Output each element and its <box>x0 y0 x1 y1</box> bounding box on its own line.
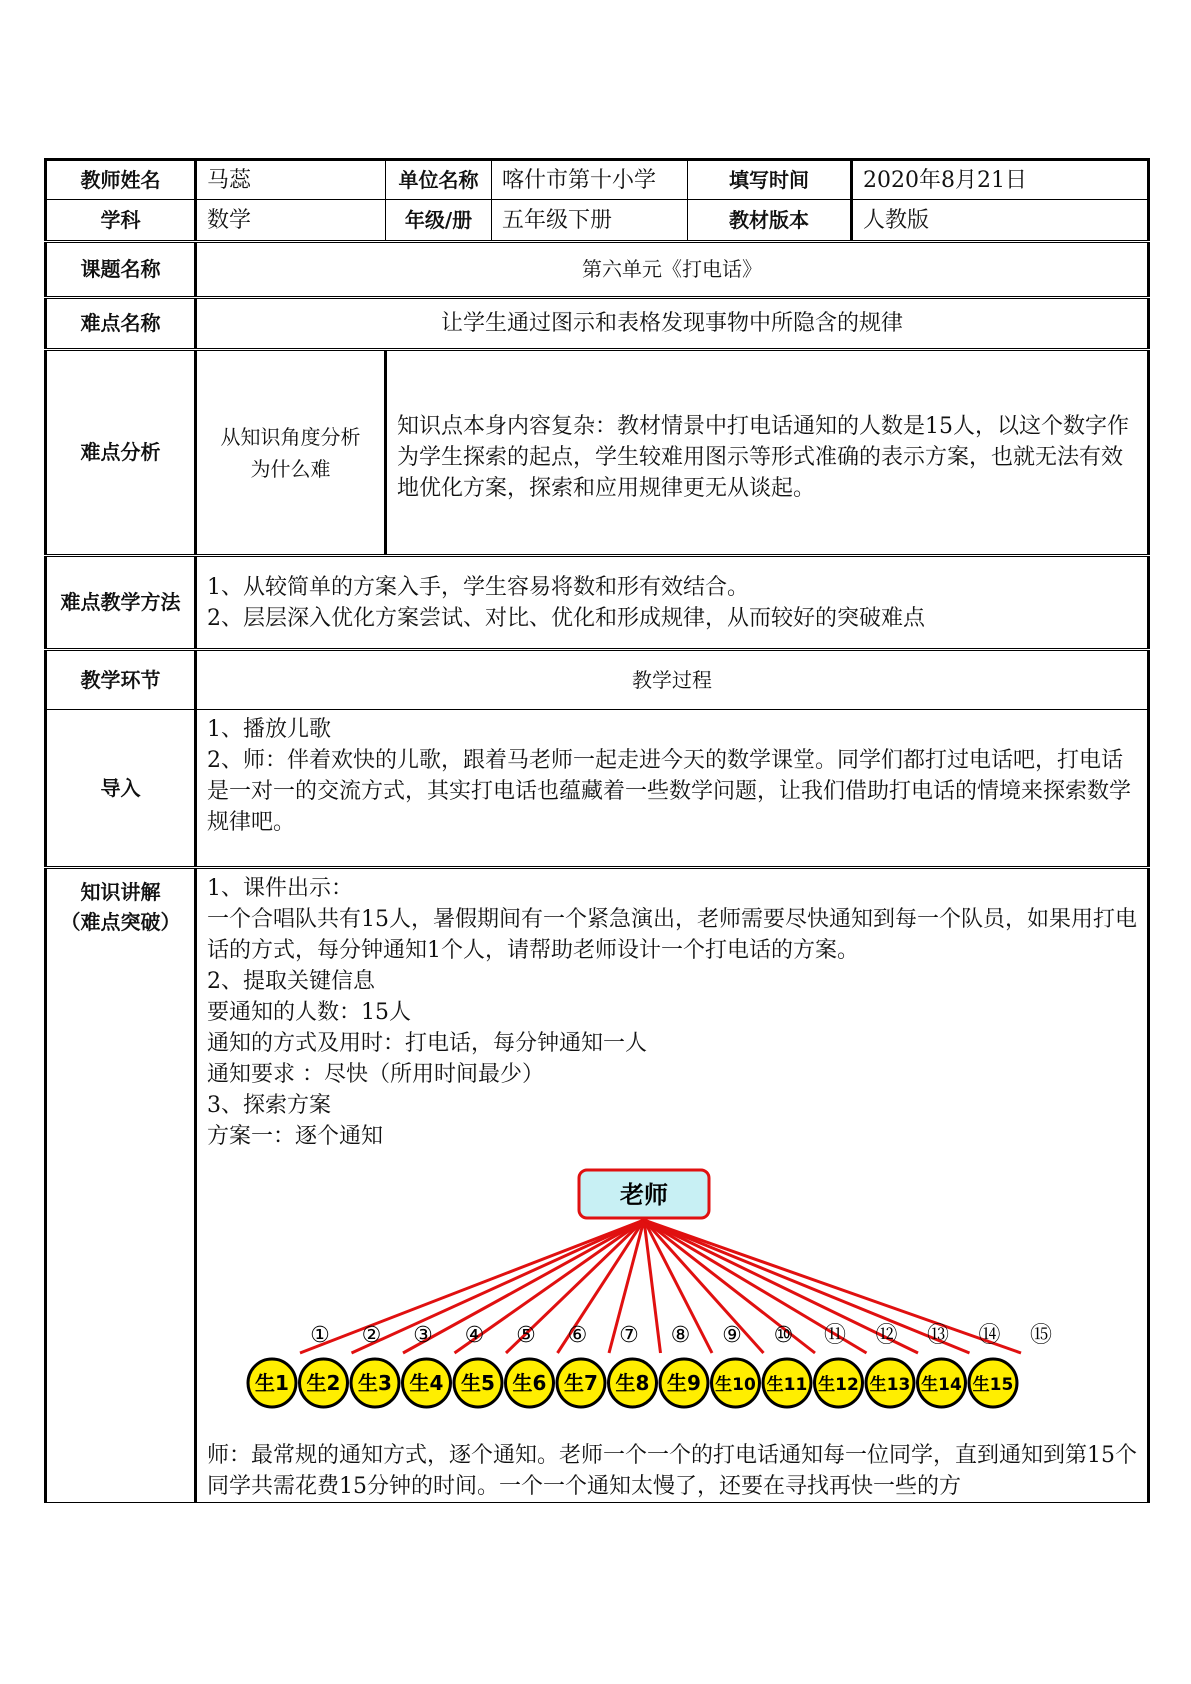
intro-label: 导入 <box>46 710 196 868</box>
order-number: ② <box>361 1323 382 1348</box>
student-node-label: 生13 <box>869 1375 911 1395</box>
knowledge-label-line-2: （难点突破） <box>60 910 181 934</box>
knowledge-line-7: 3、探索方案 <box>207 1093 331 1118</box>
grade-label: 年级/册 <box>386 200 492 242</box>
topic-value: 第六单元《打电话》 <box>196 242 1149 298</box>
order-number: ⑫ <box>875 1323 898 1348</box>
unit-value: 喀什市第十小学 <box>492 160 688 200</box>
scheme-one-diagram <box>227 1162 1053 1432</box>
difficulty-label: 难点名称 <box>46 298 196 350</box>
student-node-label: 生15 <box>972 1375 1014 1395</box>
topic-row <box>46 242 1149 298</box>
subject-label: 学科 <box>46 200 196 242</box>
order-number: ⑪ <box>823 1323 847 1348</box>
student-node-label: 生12 <box>818 1375 859 1395</box>
date-label: 填写时间 <box>688 160 852 200</box>
analysis-text: 知识点本身内容复杂：教材情景中打电话通知的人数是15人，以这个数字作为学生探索的起点，学生较难用图示等形式准确的表示方案，也就无法有效地优化方案，探索和应用规律更无从谈起。 <box>386 350 1149 556</box>
student-node-label: 生8 <box>615 1371 650 1395</box>
order-number: ⑭ <box>978 1323 1001 1348</box>
knowledge-label <box>46 868 196 1503</box>
process-header-row <box>46 650 1149 710</box>
intro-row <box>46 710 1149 868</box>
knowledge-label-line-1: 知识讲解 <box>80 880 161 904</box>
knowledge-row <box>46 868 1149 1503</box>
date-value: 2020年8月21日 <box>852 160 1149 200</box>
student-node-label: 生4 <box>409 1371 444 1395</box>
knowledge-line-1: 1、课件出示： <box>207 876 353 901</box>
teacher-label: 教师姓名 <box>46 160 196 200</box>
difficulty-value: 让学生通过图示和表格发现事物中所隐含的规律 <box>196 298 1149 350</box>
method-text <box>196 556 1149 650</box>
knowledge-line-5: 通知的方式及用时：打电话，每分钟通知一人 <box>207 1031 648 1056</box>
edition-label: 教材版本 <box>688 200 852 242</box>
analysis-row <box>46 350 1149 556</box>
order-number: ⑤ <box>516 1323 536 1348</box>
order-number: ⑥ <box>567 1323 588 1348</box>
analysis-label: 难点分析 <box>46 350 196 556</box>
teacher-value: 马蕊 <box>196 160 386 200</box>
unit-label: 单位名称 <box>386 160 492 200</box>
order-number: ④ <box>464 1323 485 1348</box>
header-row-1 <box>46 160 1149 200</box>
lesson-plan-table <box>44 158 1150 1503</box>
call-line <box>644 1220 661 1353</box>
order-number: ⑨ <box>722 1323 742 1348</box>
order-number: ⑦ <box>619 1323 639 1348</box>
call-lines <box>300 1220 1021 1353</box>
subject-value: 数学 <box>196 200 386 242</box>
intro-text <box>196 710 1149 868</box>
method-row <box>46 556 1149 650</box>
edition-value: 人教版 <box>852 200 1149 242</box>
order-number: ⑧ <box>670 1323 691 1348</box>
method-line-2: 2、层层深入优化方案尝试、对比、优化和形成规律，从而较好的突破难点 <box>207 605 925 631</box>
student-node-label: 生6 <box>512 1371 547 1395</box>
knowledge-after-line-1: 师：最常规的通知方式，逐个通知。老师一个一个的打电话通知每一位同学，直到通知到第15个同学共需花费15分钟的时间。一个一个通知太慢了，还要在寻找再快一些的方 <box>207 1443 1137 1499</box>
grade-value: 五年级下册 <box>492 200 688 242</box>
lesson-plan-sheet <box>44 158 1147 1503</box>
order-number: ⑩ <box>773 1323 794 1348</box>
intro-line-1: 1、播放儿歌 <box>207 717 331 742</box>
knowledge-line-8: 方案一：逐个通知 <box>207 1124 384 1149</box>
teacher-node-label: 老师 <box>620 1181 668 1209</box>
difficulty-row <box>46 298 1149 350</box>
intro-line-2: 2、师：伴着欢快的儿歌，跟着马老师一起走进今天的数学课堂。同学们都打过电话吧，打电话是一对一的交流方式，其实打电话也蕴藏着一些数学问题，让我们借助打电话的情境来探索数学规律吧。 <box>207 748 1132 835</box>
analysis-sub-label: 从知识角度分析为什么难 <box>196 350 386 556</box>
student-node-label: 生2 <box>306 1371 341 1395</box>
process-header-value: 教学过程 <box>196 650 1149 710</box>
knowledge-text <box>196 868 1149 1503</box>
student-node-label: 生3 <box>358 1371 392 1395</box>
knowledge-line-6: 通知要求 ：尽快（所用时间最少） <box>207 1062 544 1087</box>
student-node-label: 生11 <box>766 1375 808 1395</box>
knowledge-line-3: 2、提取关键信息 <box>207 969 375 994</box>
order-numbers <box>310 1323 1052 1348</box>
header-row-2 <box>46 200 1149 242</box>
process-header-label: 教学环节 <box>46 650 196 710</box>
knowledge-line-2: 一个合唱队共有15人，暑假期间有一个紧急演出，老师需要尽快通知到每一个队员，如果用打电话的方式，每分钟通知1个人，请帮助老师设计一个打电话的方案。 <box>207 907 1137 963</box>
call-line <box>644 1220 970 1353</box>
student-node-label: 生5 <box>461 1371 495 1395</box>
student-node-label: 生9 <box>667 1371 701 1395</box>
order-number: ① <box>310 1323 330 1348</box>
student-node-label: 生7 <box>564 1371 598 1395</box>
student-nodes <box>248 1359 1017 1407</box>
order-number: ⑬ <box>926 1323 950 1348</box>
knowledge-line-4: 要通知的人数：15人 <box>207 1000 411 1025</box>
student-node-label: 生14 <box>921 1375 962 1395</box>
order-number: ③ <box>413 1323 433 1348</box>
topic-label: 课题名称 <box>46 242 196 298</box>
student-node-label: 生10 <box>715 1375 756 1395</box>
method-line-1: 1、从较简单的方案入手，学生容易将数和形有效结合。 <box>207 574 749 600</box>
order-number: ⑮ <box>1029 1323 1053 1348</box>
method-label: 难点教学方法 <box>46 556 196 650</box>
student-node-label: 生1 <box>255 1371 289 1395</box>
